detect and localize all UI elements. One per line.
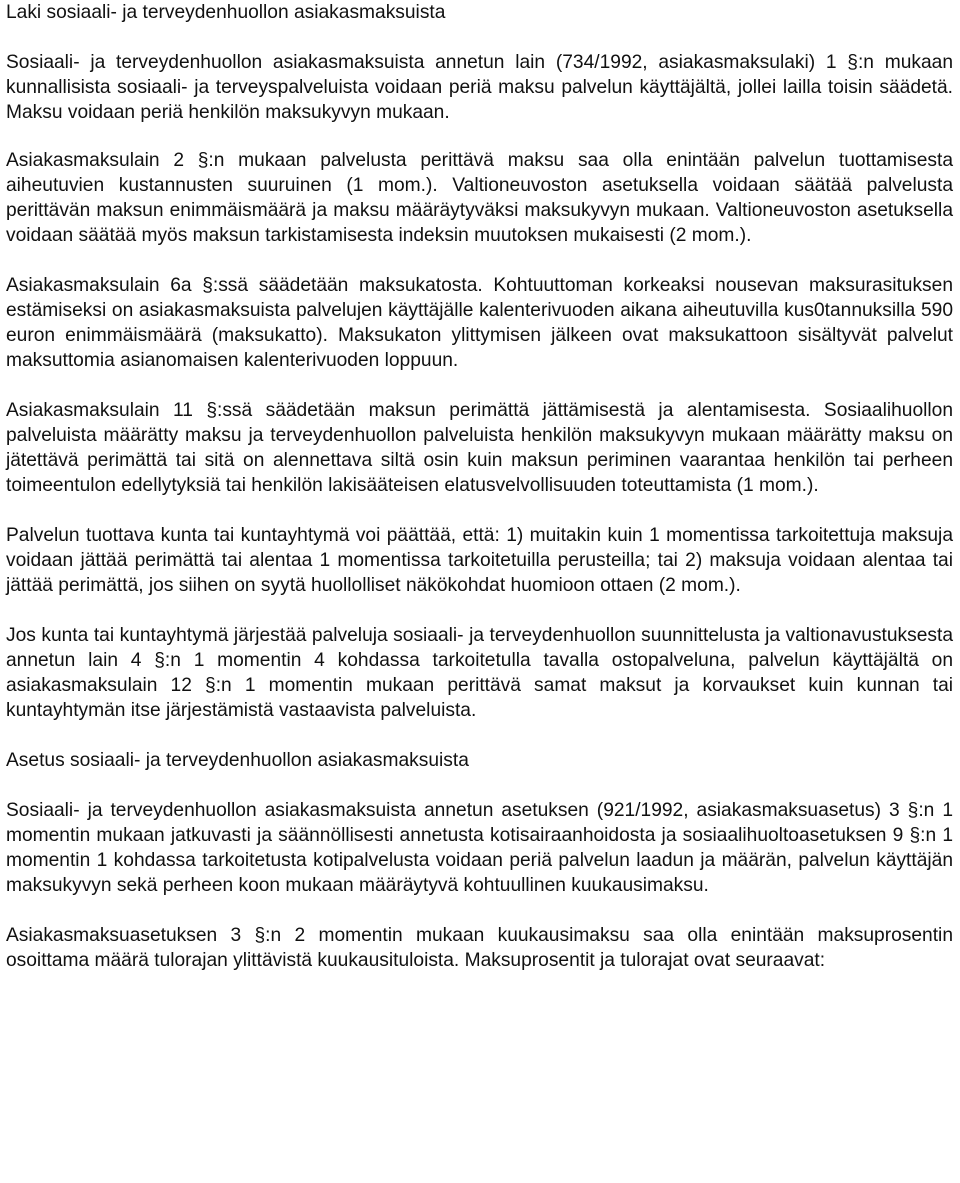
paragraph-7: Sosiaali- ja terveydenhuollon asiakasmaksuista annetun asetuksen (921/1992, asiakasmaksuasetus) 3 §:n 1 momentin mukaan jatkuvasti ja säännöllisesti annetusta kotisairaanhoidosta ja sosiaalihuoltoasetuksen 9 §:n 1 momentin 1 kohdassa tarkoitetusta kotipalvelusta voidaan periä palvelun laadun ja määrän, palvelun käyttäjän maksukyvyn sekä perheen koon mukaan määräytyvä kohtuullinen kuukausimaksu. [6, 800, 953, 896]
paragraph-8: Asiakasmaksuasetuksen 3 §:n 2 momentin mukaan kuukausimaksu saa olla enintään maksuprosentin osoittama määrä tulorajan ylittävistä kuukausituloista. Maksuprosentit ja tulorajat ovat seuraavat: [6, 925, 953, 971]
paragraph-6: Jos kunta tai kuntayhtymä järjestää palveluja sosiaali- ja terveydenhuollon suunnittelusta ja valtionavustuksesta annetun lain 4 §:n 1 momentin 4 kohdassa tarkoitetulla tavalla ostopalveluna, palvelun käyttäjältä on asiakasmaksulain 12 §:n 1 momentin mukaan perittävä samat maksut ja korvaukset kuin kunnan tai kuntayhtymän itse järjestämistä vastaavista palveluista. [6, 625, 953, 721]
paragraph-4: Asiakasmaksulain 11 §:ssä säädetään maksun perimättä jättämisestä ja alentamisesta. Sosiaalihuollon palveluista määrätty maksu ja terveydenhuollon palveluista henkilön maksukyvyn mukaan määrätty maksu on jätettävä perimättä tai sitä on alennettava siltä osin kuin maksun periminen vaarantaa henkilön tai perheen toimeentulon edellytyksiä tai henkilön lakisääteisen elatusvelvollisuuden toteuttamista (1 mom.). [6, 400, 953, 496]
paragraph-3: Asiakasmaksulain 6a §:ssä säädetään maksukatosta. Kohtuuttoman korkeaksi nousevan maksurasituksen estämiseksi on asiakasmaksuista palvelujen käyttäjälle kalenterivuoden aikana aiheutuvilla kus0tannuksilla 590 euron enimmäismäärä (maksukatto). Maksukaton ylittymisen jälkeen ovat maksukattoon sisältyvät palvelut maksuttomia asianomaisen kalenterivuoden loppuun. [6, 275, 953, 371]
paragraph-5: Palvelun tuottava kunta tai kuntayhtymä voi päättää, että: 1) muitakin kuin 1 momentissa tarkoitettuja maksuja voidaan jättää perimättä tai alentaa 1 momentissa tarkoitetuilla perusteilla; tai 2) maksuja voidaan alentaa tai jättää perimättä, jos siihen on syytä huollolliset näkökohdat huomioon ottaen (2 mom.). [6, 525, 953, 596]
section-heading-law: Laki sosiaali- ja terveydenhuollon asiakasmaksuista [6, 2, 446, 23]
paragraph-1: Sosiaali- ja terveydenhuollon asiakasmaksuista annetun lain (734/1992, asiakasmaksulaki) 1 §:n mukaan kunnallisista sosiaali- ja terveyspalveluista voidaan periä maksu palvelun käyttäjältä, jollei lailla toisin säädetä. Maksu voidaan periä henkilön maksukyvyn mukaan. [6, 52, 953, 123]
paragraph-2: Asiakasmaksulain 2 §:n mukaan palvelusta perittävä maksu saa olla enintään palvelun tuottamisesta aiheutuvien kustannusten suuruinen (1 mom.). Valtioneuvoston asetuksella voidaan säätää palvelusta perittävän maksun enimmäismäärä ja maksu määräytyväksi maksukyvyn mukaan. Valtioneuvoston asetuksella voidaan säätää myös maksun tarkistamisesta indeksin muutoksen mukaisesti (2 mom.). [6, 150, 953, 246]
section-heading-decree: Asetus sosiaali- ja terveydenhuollon asiakasmaksuista [6, 750, 469, 771]
